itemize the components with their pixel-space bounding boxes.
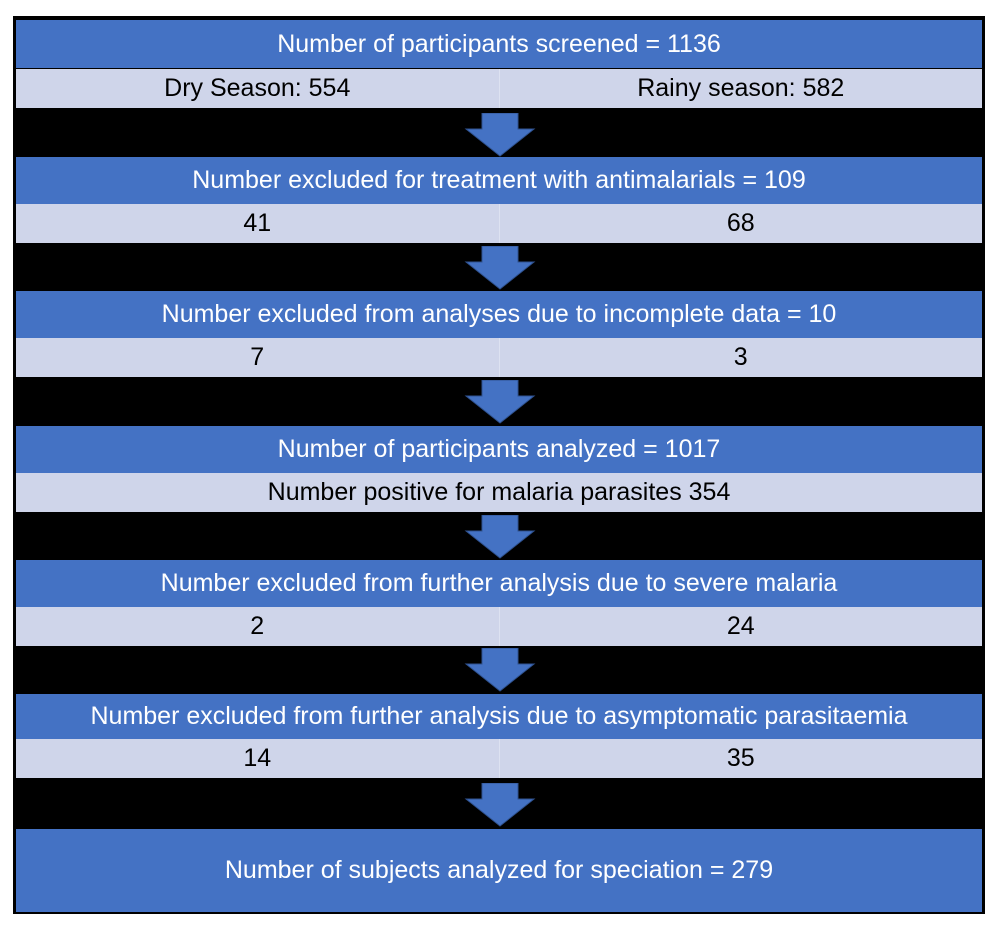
down-arrow-icon [464, 113, 536, 157]
down-arrow-icon [464, 246, 536, 290]
step-2-dry-value: 41 [243, 209, 272, 237]
step-1-split-row [16, 69, 982, 108]
step-5-header: Number excluded from further analysis due to severe malaria [16, 560, 982, 607]
step-1-rainy-season: Rainy season: 582 [499, 69, 983, 108]
step-4-single-row: Number positive for malaria parasites 354 [16, 473, 982, 512]
step-6-header: Number excluded from further analysis due to asymptomatic parasitaemia [16, 694, 982, 739]
down-arrow-icon [464, 380, 536, 424]
step-3-dry-value: 7 [250, 343, 265, 371]
step-3-rainy-value: 3 [499, 338, 983, 377]
down-arrow-icon [464, 515, 536, 559]
step-4-header: Number of participants analyzed = 1017 [16, 426, 982, 473]
step-1-header: Number of participants screened = 1136 [16, 20, 982, 68]
step-5-split-row [16, 607, 982, 646]
down-arrow-icon [464, 648, 536, 692]
step-5-rainy-value: 24 [499, 607, 983, 646]
step-2-split-row [16, 204, 982, 243]
step-3-header: Number excluded from analyses due to incomplete data = 10 [16, 291, 982, 338]
step-6-split-row [16, 739, 982, 778]
step-1-dry-season: Dry Season: 554 [164, 74, 351, 102]
step-2-rainy-value: 68 [499, 204, 983, 243]
step-6-dry-value: 14 [243, 744, 272, 772]
step-2-header: Number excluded for treatment with antimalarials = 109 [16, 157, 982, 204]
step-5-dry-value: 2 [250, 612, 265, 640]
down-arrow-icon [464, 783, 536, 827]
step-6-rainy-value: 35 [499, 739, 983, 778]
step-3-split-row [16, 338, 982, 377]
final-result-box: Number of subjects analyzed for speciation = 279 [16, 829, 982, 912]
